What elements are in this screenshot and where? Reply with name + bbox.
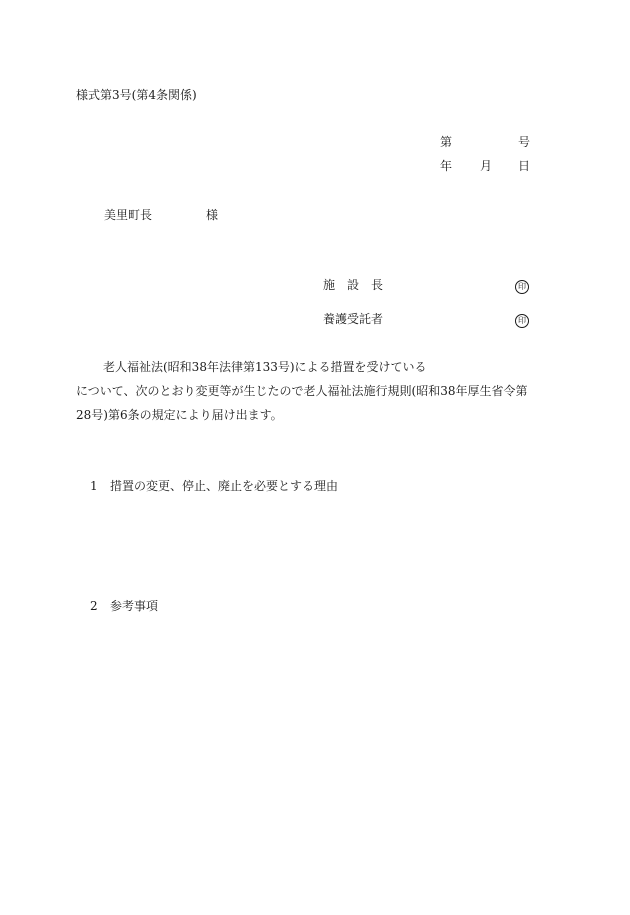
date-month: 月 — [480, 159, 493, 173]
doc-number-prefix: 第 — [440, 135, 453, 149]
seal-icon: 印 — [515, 280, 529, 294]
item-2-number: 2 — [90, 599, 98, 613]
addressee-honorific: 様 — [206, 208, 219, 222]
seal-icon: 印 — [515, 314, 529, 328]
date-day: 日 — [518, 159, 531, 173]
body-line-3: 28号)第6条の規定により届け出ます。 — [76, 408, 283, 422]
item-1-number: 1 — [90, 479, 98, 493]
seal-mark-facility — [515, 278, 529, 294]
notification-body — [76, 355, 556, 427]
addressee-name: 美里町長 — [104, 208, 153, 222]
body-line-2: について、次のとおり変更等が生じたので老人福祉法施行規則(昭和38年厚生省令第 — [76, 384, 528, 398]
body-line-1: 老人福祉法(昭和38年法律第133号)による措置を受けている — [103, 360, 427, 374]
item-2-label: 参考事項 — [110, 599, 159, 613]
item-1-label: 措置の変更、停止、廃止を必要とする理由 — [110, 479, 339, 493]
trustee-label: 養護受託者 — [323, 312, 384, 326]
facility-head-label: 施 設 長 — [323, 278, 384, 292]
form-label: 様式第3号(第4条関係) — [76, 88, 197, 102]
doc-number-suffix: 号 — [518, 135, 531, 149]
seal-mark-trustee — [515, 312, 529, 328]
date-year: 年 — [440, 159, 453, 173]
